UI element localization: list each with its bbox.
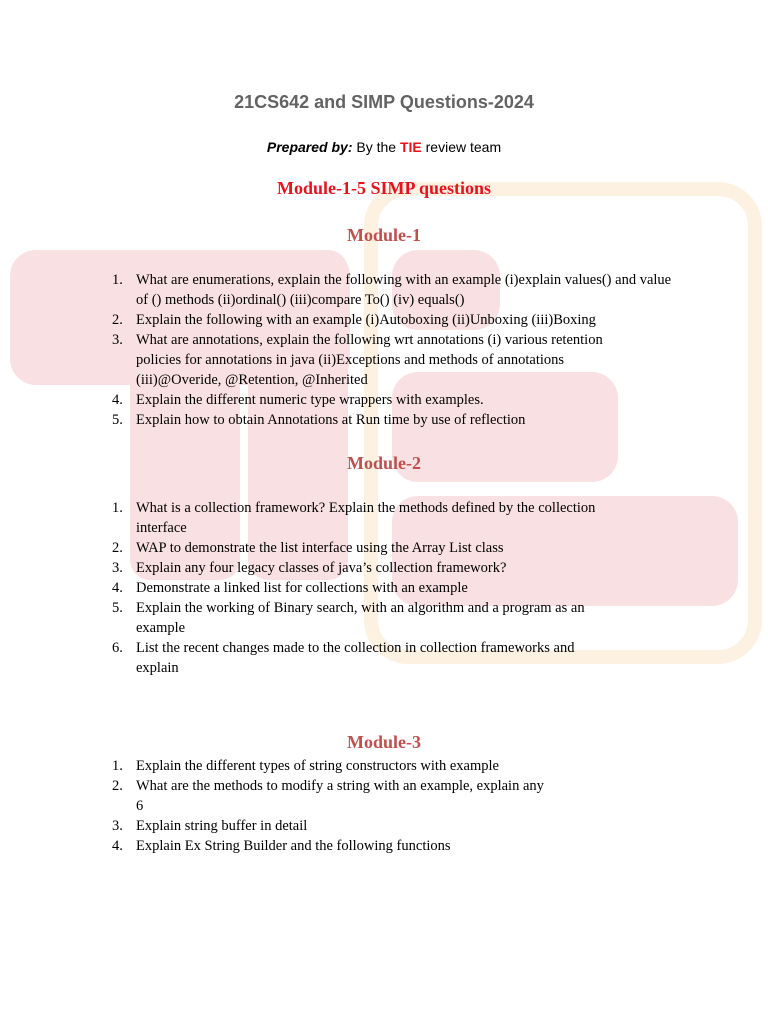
list-item: 3. Explain string buffer in detail — [112, 818, 308, 834]
module-2-list — [0, 498, 676, 678]
module-1-title: Module-1 — [347, 225, 421, 245]
list-item: 3. Explain any four legacy classes of java’s collection framework? — [112, 560, 507, 576]
section-title: Module-1-5 SIMP questions — [276, 178, 492, 198]
module-3-title: Module-3 — [347, 732, 421, 752]
list-item: 2. Explain the following with an example (i)Autoboxing (ii)Unboxing (iii)Boxing — [112, 312, 596, 328]
module-2-title: Module-2 — [347, 453, 421, 473]
prepared-by-post: review team — [425, 139, 502, 155]
list-item: 5. Explain the working of Binary search, with an algorithm and a program as an example — [112, 600, 585, 636]
module-3-list — [0, 756, 676, 856]
list-item: 2. WAP to demonstrate the list interface using the Array List class — [112, 540, 504, 556]
list-item: 2. What are the methods to modify a string with an example, explain any 6 — [112, 778, 544, 814]
list-item: 4. Explain the different numeric type wrappers with examples. — [112, 392, 484, 408]
list-item: 6. List the recent changes made to the collection in collection frameworks and explain — [112, 640, 575, 676]
list-item: 5. Explain how to obtain Annotations at Run time by use of reflection — [112, 412, 526, 428]
prepared-by-label: Prepared by: — [266, 139, 353, 155]
prepared-by-team: TIE — [399, 139, 422, 155]
module-1-list — [0, 270, 676, 430]
list-item: 1. Explain the different types of string constructors with example — [112, 758, 499, 774]
document-title: 21CS642 and SIMP Questions-2024 — [234, 92, 534, 112]
list-item: 1. What are enumerations, explain the following with an example (i)explain values() and value of () methods (ii)ordinal() (iii)compare To() (iv) equals() — [112, 272, 672, 308]
list-item: 3. What are annotations, explain the following wrt annotations (i) various retention policies for annotations in java (ii)Exceptions and methods of annotations (iii)@Overide, @Retention, @Inherited — [112, 332, 603, 388]
list-item: 4. Demonstrate a linked list for collections with an example — [112, 580, 468, 596]
prepared-by-line — [0, 139, 768, 155]
list-item: 4. Explain Ex String Builder and the following functions — [112, 838, 451, 854]
prepared-by-pre: By the — [356, 139, 397, 155]
list-item: 1. What is a collection framework? Explain the methods defined by the collection interface — [112, 500, 596, 536]
